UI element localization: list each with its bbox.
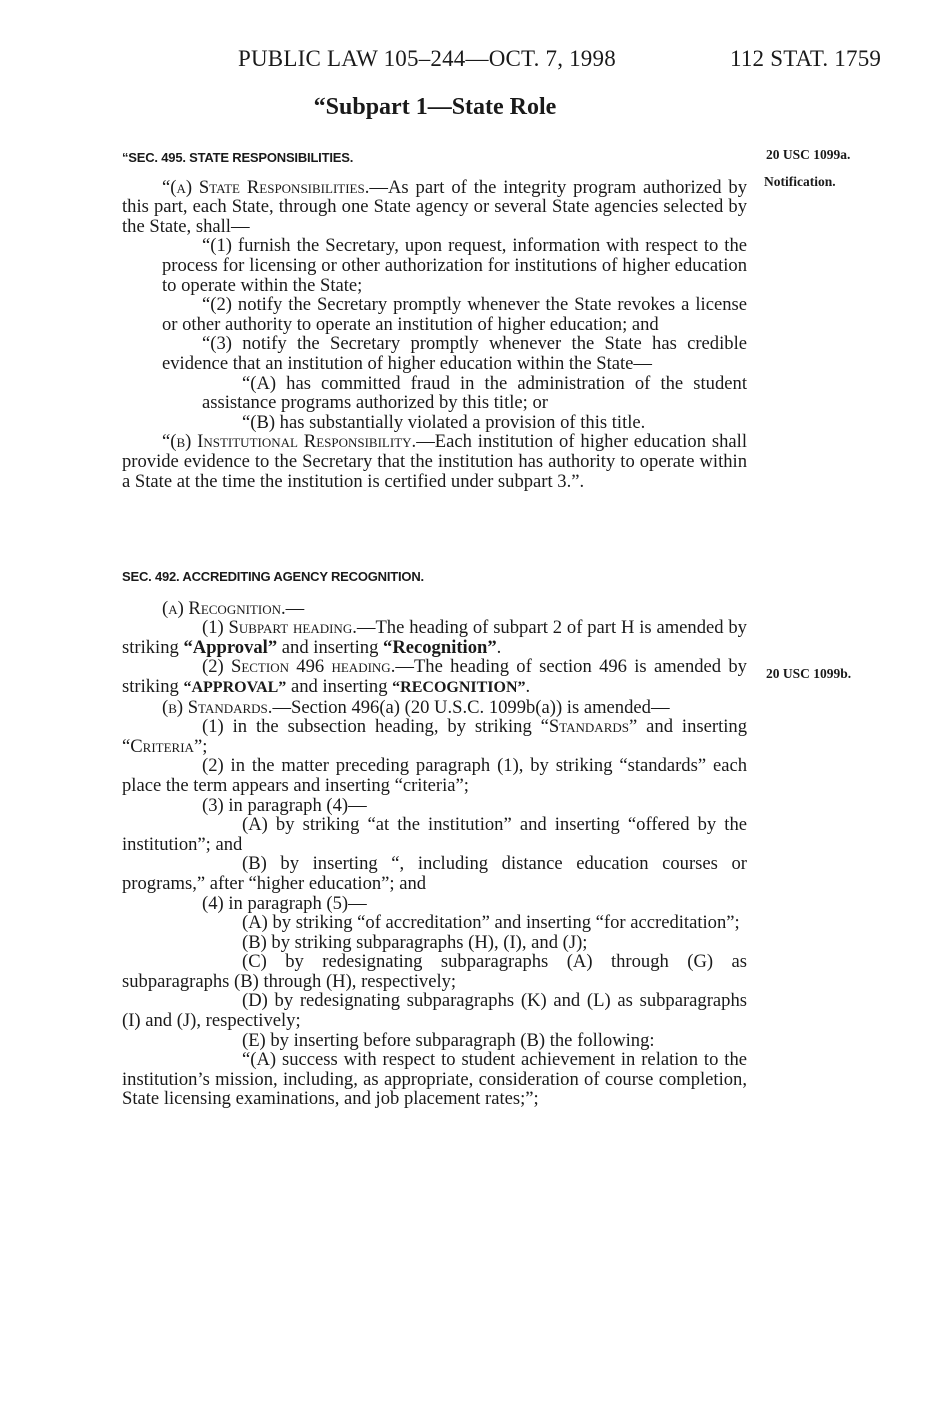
- paragraph-492-b: [122, 698, 747, 718]
- paragraph-text: —Each institution of higher education shall provide evidence to the Secretary that the institution has authority to operate within a State at the time the institution is certified under subpart 3.”.: [122, 431, 747, 492]
- paragraph-text: —As part of the integrity program authorized by this part, each State, through one State agency or several State agencies selected by the State, shall—: [122, 176, 748, 237]
- paragraph-492-b-4-D: (D) by redesignating subparagraphs (K) and (L) as subparagraphs (I) and (J), respectively;: [122, 990, 747, 1032]
- section-492: [122, 567, 747, 1109]
- paragraph-text: and inserting: [277, 636, 384, 658]
- running-header-right: 112 STAT. 1759: [730, 46, 882, 71]
- paragraph-492-b-4: (4) in paragraph (5)—: [202, 892, 367, 914]
- paragraph-492-a-2: [122, 657, 747, 697]
- paragraph-text: —The heading of subpart 2 of part H is amended by striking: [122, 617, 747, 658]
- subsection-label: (a) Recognition.: [162, 597, 286, 619]
- paragraph-text: .: [496, 636, 502, 658]
- paragraph-495-a-3-A: “(A) has committed fraud in the administration of the student assistance programs authorized by this title; or: [202, 372, 747, 414]
- paragraph-492-b-3-A: (A) by striking “at the institution” and inserting “offered by the institution”; and: [122, 814, 747, 855]
- paragraph-492-b-3-B: (B) by inserting “, including distance education courses or programs,” after “higher education”; and: [122, 853, 747, 894]
- paragraph-492-a-1: [122, 618, 747, 657]
- inserted-term: “RECOGNITION”: [392, 678, 526, 696]
- paragraph-495-a-1: “(1) furnish the Secretary, upon request, information with respect to the process for licensing or other authorization for institutions of higher education to operate within the State;: [162, 235, 747, 296]
- struck-term: “APPROVAL”: [183, 678, 287, 696]
- inserted-term: “Recognition”: [383, 636, 497, 658]
- paragraph-492-b-4-B: (B) by striking subparagraphs (H), (I), and (J);: [242, 931, 588, 953]
- paragraph-492-b-2: (2) in the matter preceding paragraph (1), by striking “standards” each place the term appears and inserting “criteria”;: [122, 755, 747, 796]
- paragraph-495-a-3-B: “(B) has substantially violated a provision of this title.: [242, 411, 646, 433]
- paragraph-492-b-4-E-A: “(A) success with respect to student achievement in relation to the institution’s mission, including, as appropriate, consideration of course completion, State licensing examinations, and job placement rates;”;: [122, 1049, 747, 1110]
- margin-note-usc-1099a: 20 USC 1099a.: [766, 147, 851, 162]
- margin-note-notification: Notification.: [764, 174, 836, 189]
- dash: —: [285, 597, 305, 619]
- paragraph-text: ”;: [193, 735, 208, 757]
- paragraph-label: (1) Subpart heading.: [202, 617, 357, 639]
- inserted-term: Criteria: [130, 735, 194, 757]
- subsection-label: (b) Standards.: [162, 696, 273, 718]
- struck-term: “Approval”: [183, 636, 278, 658]
- paragraph-492-b-4-E: (E) by inserting before subparagraph (B) the following:: [242, 1029, 655, 1051]
- paragraph-text: ” and inserting “: [122, 716, 747, 757]
- paragraph-492-b-4-A: (A) by striking “of accreditation” and inserting “for accreditation”;: [242, 912, 740, 934]
- paragraph-492-b-3: (3) in paragraph (4)—: [202, 794, 367, 816]
- paragraph-text: .: [525, 675, 531, 697]
- paragraph-492-b-4-C: (C) by redesignating subparagraphs (A) through (G) as subparagraphs (B) through (H), respectively;: [122, 951, 747, 992]
- margin-note-usc-1099b: 20 USC 1099b.: [766, 666, 852, 681]
- paragraph-492-b-1: [122, 717, 747, 756]
- paragraph-text: —Section 496(a) (20 U.S.C. 1099b(a)) is amended—: [272, 696, 670, 718]
- subpart-title: “Subpart 1—State Role: [313, 94, 557, 120]
- paragraph-text: and inserting: [286, 675, 393, 697]
- running-header-left: PUBLIC LAW 105–244—OCT. 7, 1998: [238, 46, 616, 71]
- paragraph-495-a-2: “(2) notify the Secretary promptly whenever the State revokes a license or other authority to operate an institution of higher education; and: [162, 294, 747, 335]
- section-495: [122, 148, 747, 491]
- paragraph-492-a: [122, 599, 747, 619]
- paragraph-label: (2) Section 496 heading.: [202, 656, 396, 678]
- paragraph-495-a: [122, 178, 747, 237]
- subsection-label: “(b) Institutional Responsibility.: [162, 431, 417, 453]
- section-heading-495: “SEC. 495. STATE RESPONSIBILITIES.: [122, 150, 354, 165]
- paragraph-495-a-3: “(3) notify the Secretary promptly whenever the State has credible evidence that an institution of higher education within the State—: [162, 333, 747, 374]
- subsection-label: “(a) State Responsibilities.: [162, 176, 370, 198]
- paragraph-text: (1) in the subsection heading, by striking “: [202, 716, 549, 738]
- paragraph-text: —The heading of section 496 is amended by striking: [122, 656, 747, 697]
- section-heading-492: SEC. 492. ACCREDITING AGENCY RECOGNITION.: [122, 569, 424, 584]
- paragraph-495-b: [122, 432, 747, 491]
- struck-term: Standards: [548, 716, 629, 738]
